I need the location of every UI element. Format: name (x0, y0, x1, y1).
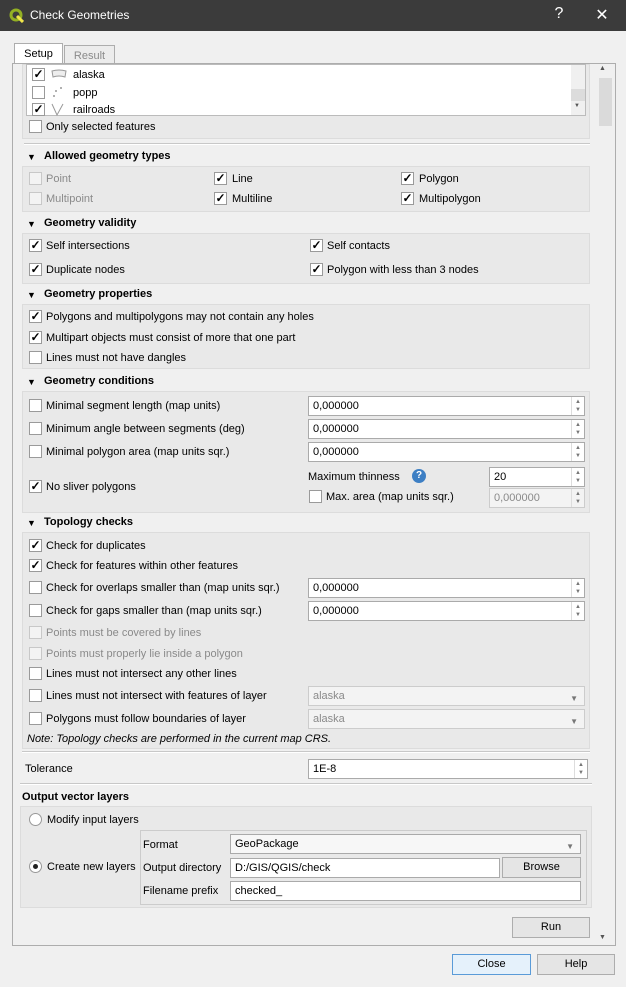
no-holes-label: Polygons and multipolygons may not contain any holes (46, 311, 314, 323)
modify-input-label: Modify input layers (47, 814, 139, 826)
layer-alaska-checkbox[interactable]: ✓ (33, 67, 44, 81)
polygon-few-nodes-label: Polygon with less than 3 nodes (327, 264, 479, 276)
divider (22, 751, 590, 753)
line-layer-icon (51, 102, 67, 116)
dangles-label: Lines must not have dangles (46, 352, 187, 364)
value: 20 (494, 471, 507, 483)
prefix-input[interactable] (230, 881, 581, 901)
tolerance-input[interactable] (308, 759, 588, 779)
min-segment-input[interactable] (308, 396, 585, 416)
lines-intersect-label: Lines must not intersect any other lines (46, 668, 237, 680)
layer-name: alaska (73, 69, 105, 81)
max-area-label: Max. area (map units sqr.) (326, 491, 454, 503)
sliver-label: No sliver polygons (46, 481, 136, 493)
spin-arrows-icon[interactable]: ▲ ▼ (571, 468, 584, 486)
min-area-checkbox[interactable] (29, 445, 42, 458)
polygon-label: Polygon (419, 173, 459, 185)
allowed-types-header[interactable]: Allowed geometry types (44, 150, 171, 162)
min-segment-label: Minimal segment length (map units) (46, 400, 221, 412)
points-inside-checkbox[interactable] (29, 647, 42, 660)
layer-list-thumb[interactable] (571, 89, 585, 101)
multipoint-label: Multipoint (46, 193, 94, 205)
lines-layer-label: Lines must not intersect with features of layer (46, 690, 267, 702)
self-contacts-label: Self contacts (327, 240, 390, 252)
spin-arrows-icon[interactable]: ▲ ▼ (571, 579, 584, 597)
spin-arrows-icon[interactable]: ▲ ▼ (571, 397, 584, 415)
point-checkbox[interactable] (29, 172, 42, 185)
spin-arrows-icon[interactable]: ▲ ▼ (574, 760, 587, 778)
dangles-checkbox[interactable] (29, 351, 42, 364)
multiline-checkbox[interactable]: ✓ (215, 191, 226, 205)
topology-header[interactable]: Topology checks (44, 516, 134, 528)
chevron-down-icon: ▼ (570, 694, 578, 703)
layer-list-scrollbar[interactable] (571, 65, 585, 115)
points-inside-label: Points must properly lie inside a polygon (46, 648, 243, 660)
prefix-label: Filename prefix (143, 885, 219, 897)
vertical-scrollbar[interactable] (598, 64, 613, 945)
gaps-input[interactable] (308, 601, 585, 621)
divider (24, 143, 590, 145)
output-dir-input[interactable] (230, 858, 500, 878)
output-dir-label: Output directory (143, 862, 222, 874)
polygon-boundaries-combo[interactable] (308, 709, 585, 729)
min-angle-label: Minimum angle between segments (deg) (46, 423, 245, 435)
gaps-label: Check for gaps smaller than (map units sqr.) (46, 605, 262, 617)
layer-popp-checkbox[interactable] (32, 86, 45, 99)
no-holes-checkbox[interactable]: ✓ (30, 309, 41, 323)
duplicate-nodes-checkbox[interactable]: ✓ (30, 262, 41, 276)
create-new-radio[interactable] (29, 860, 42, 873)
point-label: Point (46, 173, 72, 185)
scroll-down-icon[interactable]: ▼ (599, 934, 606, 941)
topology-note: Note: Topology checks are performed in the current map CRS. (27, 733, 332, 745)
qgis-logo-icon (9, 8, 24, 23)
spin-arrows-icon[interactable]: ▲ ▼ (571, 489, 584, 507)
lines-intersect-checkbox[interactable] (29, 667, 42, 680)
tab-result[interactable]: Result (64, 45, 115, 66)
layer-name: popp (73, 87, 98, 99)
within-label: Check for features within other features (46, 560, 238, 572)
chevron-down-icon: ▼ (570, 717, 578, 726)
close-window-button[interactable]: ✕ (595, 7, 609, 24)
output-header: Output vector layers (22, 791, 129, 803)
spin-arrows-icon[interactable]: ▲ ▼ (571, 443, 584, 461)
lines-layer-combo[interactable] (308, 686, 585, 706)
value: D:/GIS/QGIS/check (235, 862, 331, 874)
multipolygon-checkbox[interactable]: ✓ (402, 191, 413, 205)
value: alaska (313, 713, 345, 725)
value: alaska (313, 690, 345, 702)
layer-railroads-checkbox[interactable]: ✓ (33, 102, 44, 116)
modify-input-radio[interactable] (29, 813, 42, 826)
multipart-label: Multipart objects must consist of more that one part (46, 332, 296, 344)
overlaps-label: Check for overlaps smaller than (map units sqr.) (46, 582, 280, 594)
self-intersections-label: Self intersections (46, 240, 130, 252)
multipart-checkbox[interactable]: ✓ (30, 330, 41, 344)
collapse-triangle-icon[interactable]: ▼ (27, 219, 36, 229)
tolerance-label: Tolerance (25, 763, 73, 775)
divider (20, 783, 592, 785)
duplicates-label: Check for duplicates (46, 540, 146, 552)
min-segment-checkbox[interactable] (29, 399, 42, 412)
tab-setup[interactable]: Setup (14, 43, 63, 65)
scroll-up-icon[interactable]: ▲ (599, 65, 606, 72)
run-button[interactable]: Run (512, 917, 590, 938)
duplicate-nodes-label: Duplicate nodes (46, 264, 125, 276)
line-label: Line (232, 173, 253, 185)
min-area-input[interactable] (308, 442, 585, 462)
overlaps-checkbox[interactable] (29, 581, 42, 594)
chevron-down-icon: ▼ (566, 842, 574, 851)
min-angle-input[interactable] (308, 419, 585, 439)
polygon-layer-icon (51, 69, 67, 79)
self-contacts-checkbox[interactable]: ✓ (311, 238, 322, 252)
value: 0,000000 (313, 446, 359, 458)
value: 0,000000 (494, 492, 540, 504)
max-area-checkbox[interactable] (309, 490, 322, 503)
max-thinness-input[interactable] (489, 467, 585, 487)
multipolygon-label: Multipolygon (419, 193, 481, 205)
value: 0,000000 (313, 400, 359, 412)
close-button[interactable]: Close (452, 954, 531, 975)
min-angle-checkbox[interactable] (29, 422, 42, 435)
title-bar (0, 0, 626, 31)
within-checkbox[interactable]: ✓ (30, 558, 41, 572)
help-button[interactable]: Help (537, 954, 615, 975)
value: 1E-8 (313, 763, 337, 775)
conditions-header[interactable]: Geometry conditions (44, 375, 155, 387)
value: 0,000000 (313, 605, 359, 617)
format-label: Format (143, 839, 178, 851)
scrollbar-thumb[interactable] (599, 78, 612, 126)
spin-arrows-icon[interactable]: ▲ ▼ (571, 420, 584, 438)
spin-arrows-icon[interactable]: ▲ ▼ (571, 602, 584, 620)
overlaps-input[interactable] (308, 578, 585, 598)
line-checkbox[interactable]: ✓ (215, 171, 226, 185)
collapse-triangle-icon[interactable]: ▼ (27, 377, 36, 387)
multiline-label: Multiline (232, 193, 273, 205)
only-selected-checkbox[interactable] (29, 120, 42, 133)
point-layer-icon (51, 85, 65, 99)
validity-header[interactable]: Geometry validity (44, 217, 137, 229)
value: checked_ (235, 885, 283, 897)
duplicates-checkbox[interactable]: ✓ (30, 538, 41, 552)
properties-header[interactable]: Geometry properties (44, 288, 153, 300)
help-icon[interactable]: ? (412, 469, 426, 483)
polygon-few-nodes-checkbox[interactable]: ✓ (311, 262, 322, 276)
max-thinness-label: Maximum thinness (308, 471, 400, 483)
points-covered-label: Points must be covered by lines (46, 627, 202, 639)
collapse-triangle-icon[interactable]: ▼ (27, 290, 36, 300)
gaps-checkbox[interactable] (29, 604, 42, 617)
value: 0,000000 (313, 423, 359, 435)
help-title-button[interactable]: ? (554, 5, 564, 22)
window-title: Check Geometries (30, 8, 130, 22)
only-selected-label: Only selected features (46, 121, 156, 133)
format-combo[interactable] (230, 834, 581, 854)
polygon-boundaries-checkbox[interactable] (29, 712, 42, 725)
layer-name: railroads (73, 104, 116, 116)
browse-button[interactable]: Browse (502, 857, 581, 878)
collapse-triangle-icon[interactable]: ▼ (27, 518, 36, 528)
value: 0,000000 (313, 582, 359, 594)
create-new-label: Create new layers (47, 861, 136, 873)
max-area-input[interactable] (489, 488, 585, 508)
self-intersections-checkbox[interactable]: ✓ (30, 238, 41, 252)
polygon-boundaries-label: Polygons must follow boundaries of layer (46, 713, 246, 725)
value: GeoPackage (235, 838, 299, 850)
sliver-checkbox[interactable]: ✓ (30, 479, 41, 493)
min-area-label: Minimal polygon area (map units sqr.) (46, 446, 230, 458)
allowed-types-group (22, 166, 590, 212)
collapse-triangle-icon[interactable]: ▼ (27, 152, 36, 162)
lines-layer-checkbox[interactable] (29, 689, 42, 702)
multipoint-checkbox[interactable] (29, 192, 42, 205)
scroll-down-icon[interactable]: ▼ (574, 103, 580, 109)
polygon-checkbox[interactable]: ✓ (402, 171, 413, 185)
points-covered-checkbox[interactable] (29, 626, 42, 639)
